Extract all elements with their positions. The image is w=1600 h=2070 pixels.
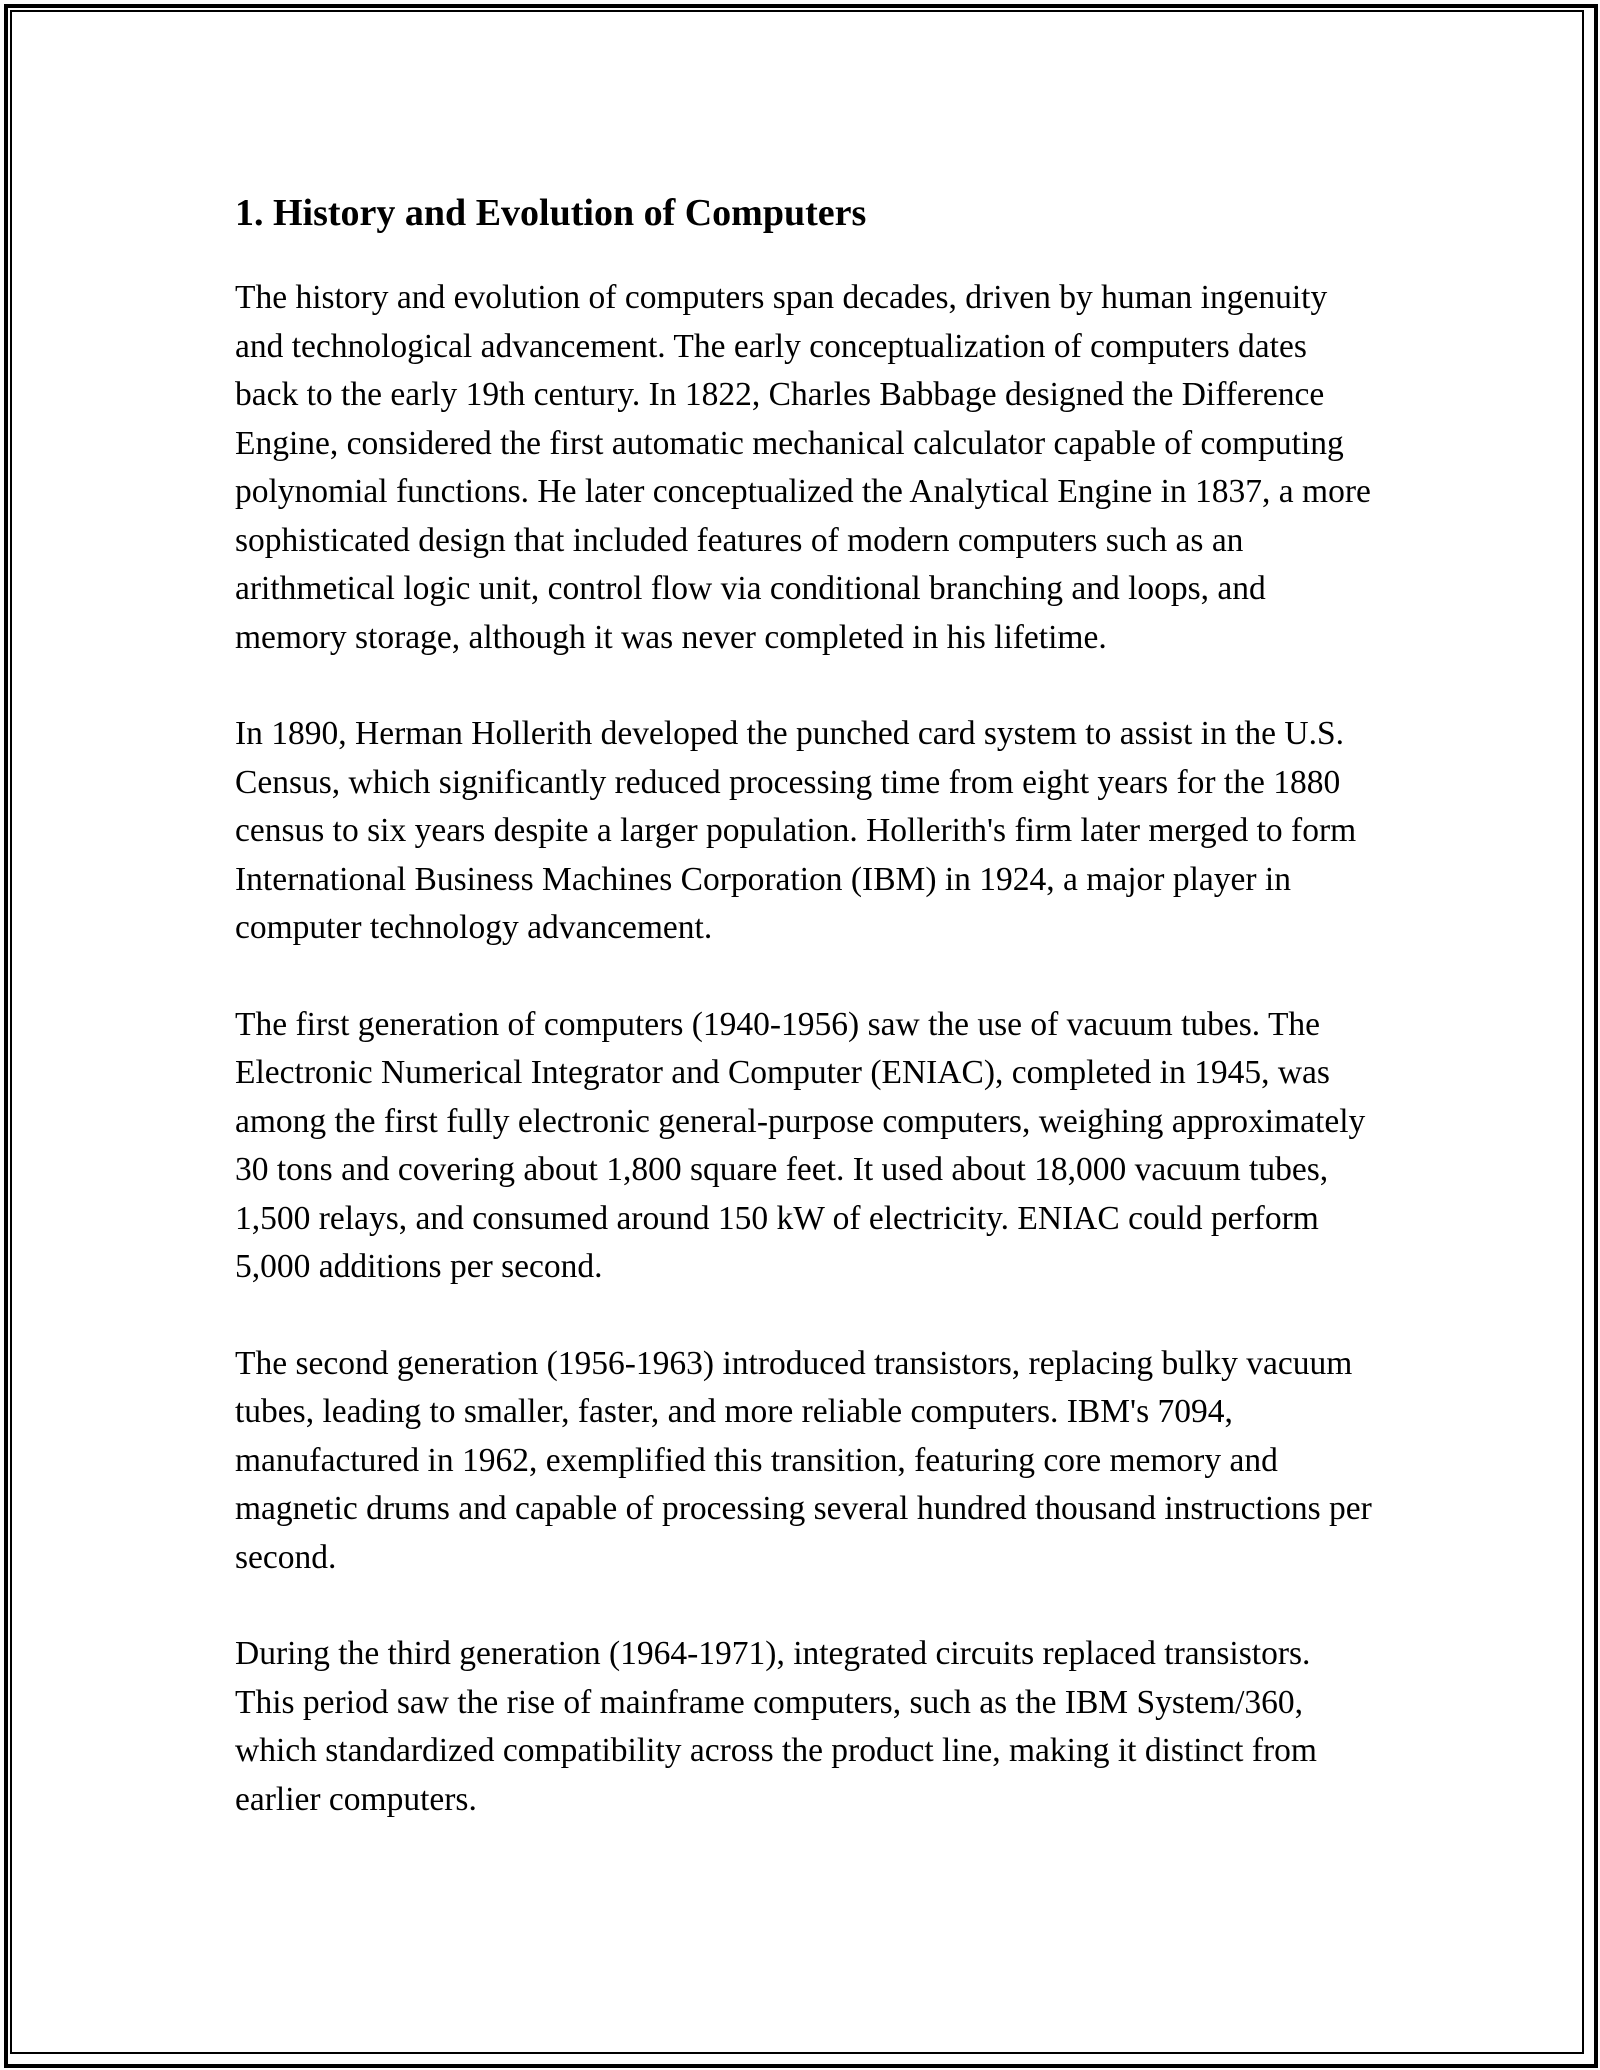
paragraph-second-generation: The second generation (1956-1963) introduced transistors, replacing bulky vacuum tubes, leading to smaller, faster, and more reliable computers. IBM's 7094, manufactured in 1962, exemplified this transition, featuring core memory and magnetic drums and capable of processing several hundred thousand instructions per second.: [235, 1344, 1372, 1576]
section-title: 1. History and Evolution of Computers: [235, 192, 867, 234]
paragraph-babbage: The history and evolution of computers span decades, driven by human ingenuity and technological advancement. The early conceptualization of computers dates back to the early 19th century. In 1822, Charles Babbage designed the Difference Engine, considered the first automatic mechanical calculator capable of computing polynomial functions. He later conceptualized the Analytical Engine in 1837, a more sophisticated design that included features of modern computers such as an arithmetical logic unit, control flow via conditional branching and loops, and memory storage, although it was never completed in his lifetime.: [235, 279, 1371, 656]
paragraph-third-generation: During the third generation (1964-1971), integrated circuits replaced transistors. This period saw the rise of mainframe computers, such as the IBM System/360, which standardized compatibility across the product line, making it distinct from earlier computers.: [235, 1635, 1317, 1818]
paragraph-hollerith: In 1890, Herman Hollerith developed the punched card system to assist in the U.S. Census, which significantly reduced processing time from eight years for the 1880 census to six years despite a larger population. Hollerith's firm later merged to form International Business Machines Corporation (IBM) in 1924, a major player in computer technology advancement.: [235, 715, 1357, 946]
document-body: [235, 184, 1375, 1872]
paragraph-first-generation: The first generation of computers (1940-1956) saw the use of vacuum tubes. The Electronic Numerical Integrator and Computer (ENIAC), completed in 1945, was among the first fully electronic general-purpose computers, weighing approximately 30 tons and covering about 1,800 square feet. It used about 18,000 vacuum tubes, 1,500 relays, and consumed around 150 kW of electricity. ENIAC could perform 5,000 additions per second.: [235, 1005, 1366, 1285]
